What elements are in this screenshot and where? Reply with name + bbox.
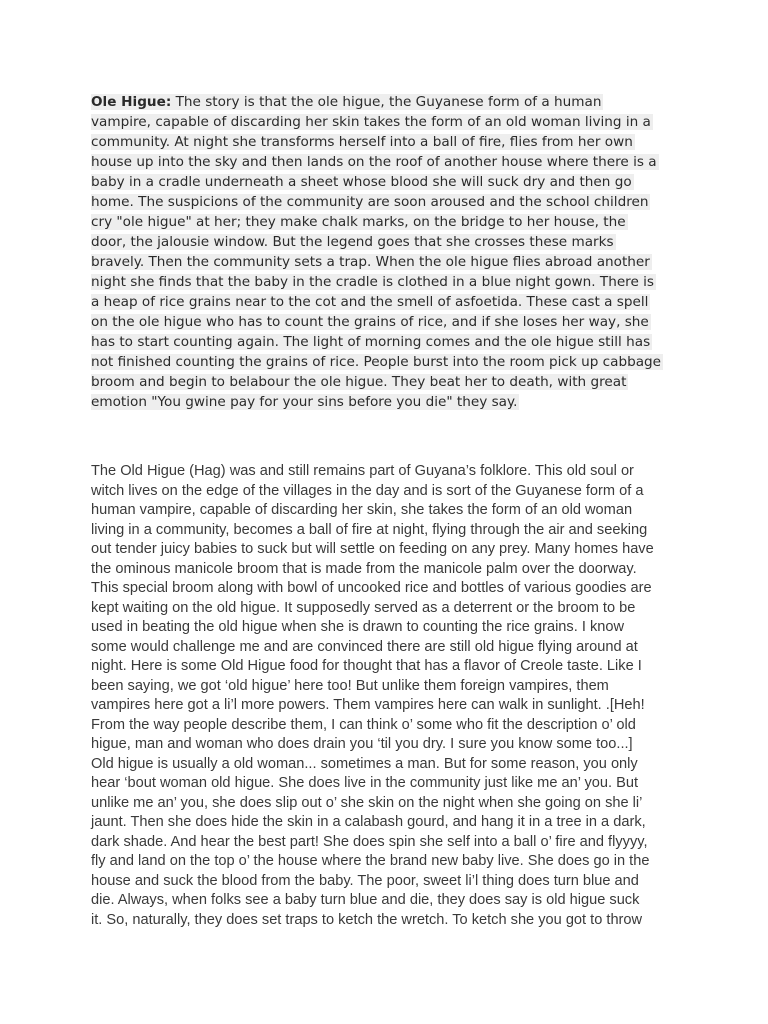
text-line: From the way people describe them, I can think o’ some who fit the description o’ old: [91, 716, 636, 733]
text-line: has to start counting again. The light of morning comes and the ole higue still has: [91, 334, 651, 350]
text-line: human vampire, capable of discarding her skin, she takes the form of an old woman: [91, 502, 633, 518]
text-line: house up into the sky and then lands on the roof of another house where there is a: [91, 154, 657, 170]
text-line: night she finds that the baby in the cradle is clothed in a blue night gown. There is: [91, 274, 655, 290]
text-line: vampires here got a li’l more powers. Them vampires here can walk in sunlight. .[Heh!: [91, 697, 645, 713]
text-line: it. So, naturally, they does set traps to ketch the wretch. To ketch she you got to throw: [91, 911, 643, 928]
text-line: vampire, capable of discarding her skin takes the form of an old woman living in a: [91, 114, 651, 130]
text-line: a heap of rice grains near to the cot and the smell of asfoetida. These cast a spell: [91, 294, 649, 310]
text-line: house and suck the blood from the baby. The poor, sweet li’l thing does turn blue and: [91, 872, 639, 889]
text-line: fly and land on the top o’ the house where the brand new baby live. She does go in the: [91, 853, 650, 869]
text-line: on the ole higue who has to count the grains of rice, and if she loses her way, she: [91, 314, 649, 330]
text-line: Ole Higue: The story is that the ole higue, the Guyanese form of a human: [91, 94, 602, 110]
text-line: bravely. Then the community sets a trap. When the ole higue flies abroad another: [91, 254, 650, 270]
text-line: been saying, we got ‘old higue’ here too! But unlike them foreign vampires, them: [91, 677, 609, 694]
text-line: This special broom along with bowl of uncooked rice and bottles of various goodies are: [91, 580, 652, 596]
text-line: broom and begin to belabour the ole higue. They beat her to death, with great: [91, 374, 627, 390]
text-line: kept waiting on the old higue. It supposedly served as a deterrent or the broom to be: [91, 599, 636, 616]
text-line: unlike me an’ you, she does slip out o’ she skin on the night when she going on she li’: [91, 794, 643, 811]
text-line: Old higue is usually a old woman... sometimes a man. But for some reason, you only: [91, 755, 638, 772]
text-line: some would challenge me and are convinced there are still old higue flying around at: [91, 638, 638, 655]
text-line: community. At night she transforms herself into a ball of fire, flies from her own: [91, 134, 633, 150]
text-line: cry "ole higue" at her; they make chalk marks, on the bridge to her house, the: [91, 214, 626, 230]
text-line: door, the jalousie window. But the legend goes that she crosses these marks: [91, 234, 614, 250]
text-line: emotion "You gwine pay for your sins before you die" they say.: [91, 394, 518, 410]
text-line: jaunt. Then she does hide the skin in a calabash gourd, and hang it in a tree in a dark,: [91, 814, 646, 830]
text-line: higue, man and woman who does drain you ‘til you dry. I sure you know some too...]: [91, 736, 633, 752]
paragraph-lead-heading: Ole Higue:: [91, 94, 172, 110]
text-line: baby in a cradle underneath a sheet whose blood she will suck dry and then go: [91, 174, 632, 190]
text-line: used in beating the old higue when she is drawn to counting the rice grains. I know: [91, 619, 625, 635]
text-line: out tender juicy babies to suck but will settle on feeding on any prey. Many homes have: [91, 541, 654, 557]
text-line: dark shade. And hear the best part! She does spin she self into a ball o’ fire and flyyyy,: [91, 833, 648, 850]
text-line: The Old Higue (Hag) was and still remains part of Guyana’s folklore. This old soul or: [91, 463, 634, 479]
old-higue-folklore-paragraph: [91, 462, 681, 930]
text-line: hear ‘bout woman old higue. She does live in the community just like me an’ you. But: [91, 775, 639, 791]
text-line: home. The suspicions of the community are soon aroused and the school children: [91, 194, 649, 210]
text-line: witch lives on the edge of the villages in the day and is sort of the Guyanese form of a: [91, 482, 644, 499]
text-line: not finished counting the grains of rice. People burst into the room pick up cabbage: [91, 354, 662, 370]
text-line: night. Here is some Old Higue food for thought that has a flavor of Creole taste. Like I: [91, 658, 642, 674]
text-line: living in a community, becomes a ball of fire at night, flying through the air and seeking: [91, 521, 648, 538]
text-line: die. Always, when folks see a baby turn blue and die, they does say is old higue suck: [91, 892, 640, 908]
text-line: the ominous manicole broom that is made from the manicole palm over the doorway.: [91, 560, 637, 577]
ole-higue-story-paragraph: [91, 92, 679, 412]
